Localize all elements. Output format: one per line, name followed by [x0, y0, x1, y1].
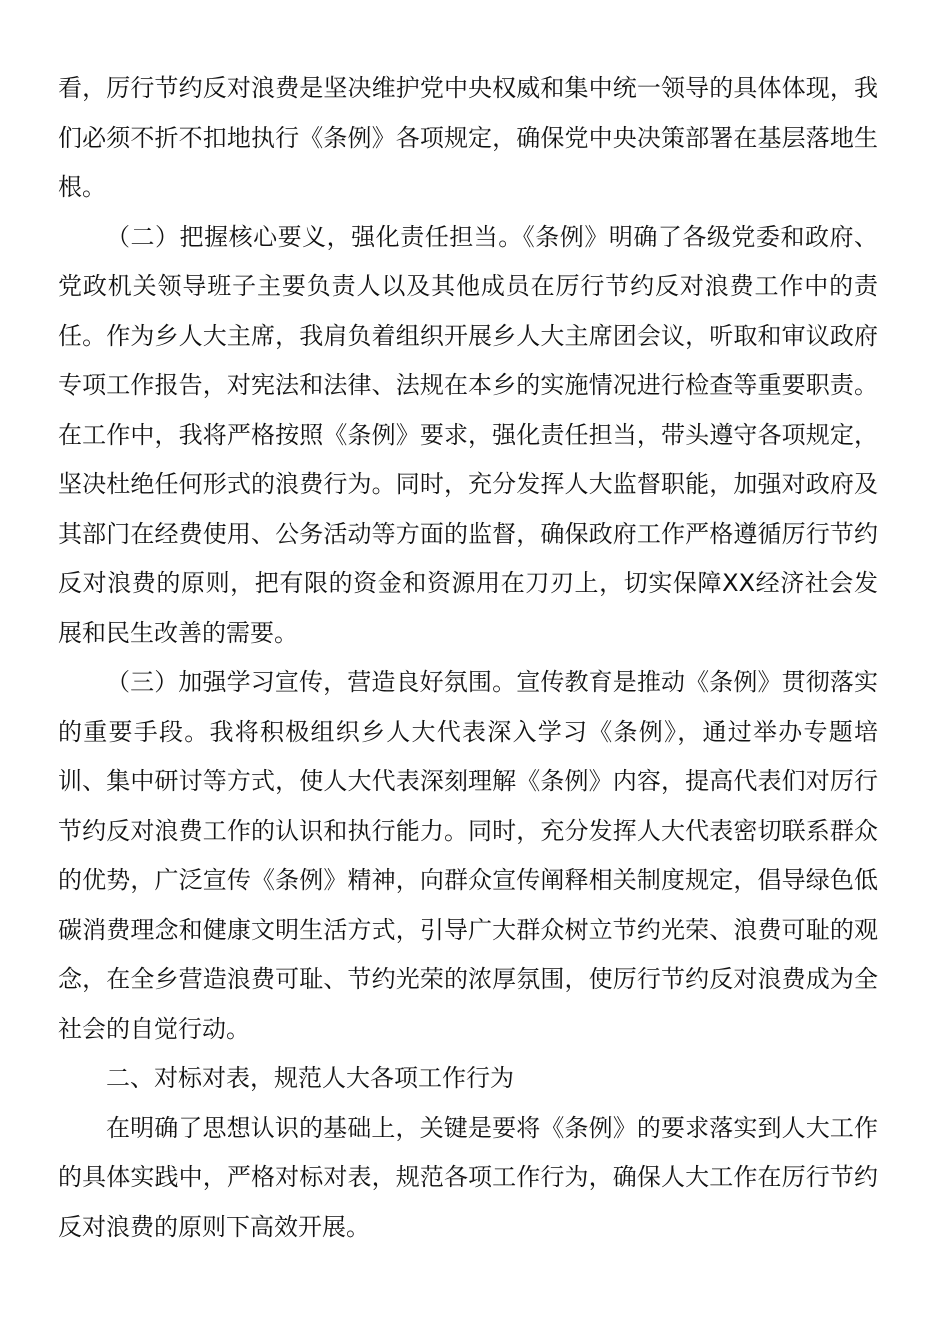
document-page — [58, 64, 878, 1252]
paragraph-closing: 在明确了思想认识的基础上，关键是要将《条例》的要求落实到人大工作的具体实践中，严格对标对表，规范各项工作行为，确保人大工作在厉行节约反对浪费的原则下高效开展。 — [58, 1113, 878, 1241]
paragraph-responsibility: （二）把握核心要义，强化责任担当。《条例》明确了各级党委和政府、党政机关领导班子主要负责人以及其他成员在厉行节约反对浪费工作中的责任。作为乡人大主席，我肩负着组织开展乡人大主席团会议，听取和审议政府专项工作报告，对宪法和法律、法规在本乡的实施情况进行检查等重要职责。在工作中，我将严格按照《条例》要求，强化责任担当，带头遵守各项规定，坚决杜绝任何形式的浪费行为。同时，充分发挥人大监督职能，加强对政府及其部门在经费使用、公务活动等方面的监督，确保政府工作严格遵循厉行节约反对浪费的原则，把有限的资金和资源用在刀刃上，切实保障XX经济社会发展和民生改善的需要。 — [58, 222, 878, 647]
paragraph-continuation: 看，厉行节约反对浪费是坚决维护党中央权威和集中统一领导的具体体现，我们必须不折不扣地执行《条例》各项规定，确保党中央决策部署在基层落地生根。 — [58, 74, 878, 201]
paragraph-publicity: （三）加强学习宣传，营造良好氛围。宣传教育是推动《条例》贯彻落实的重要手段。我将积极组织乡人大代表深入学习《条例》，通过举办专题培训、集中研讨等方式，使人大代表深刻理解《条例》内容，提高代表们对厉行节约反对浪费工作的认识和执行能力。同时，充分发挥人大代表密切联系群众的优势，广泛宣传《条例》精神，向群众宣传阐释相关制度规定，倡导绿色低碳消费理念和健康文明生活方式，引导广大群众树立节约光荣、浪费可耻的观念，在全乡营造浪费可耻、节约光荣的浓厚氛围，使厉行节约反对浪费成为全社会的自觉行动。 — [58, 668, 878, 1043]
section-heading: 二、对标对表，规范人大各项工作行为 — [106, 1064, 514, 1092]
